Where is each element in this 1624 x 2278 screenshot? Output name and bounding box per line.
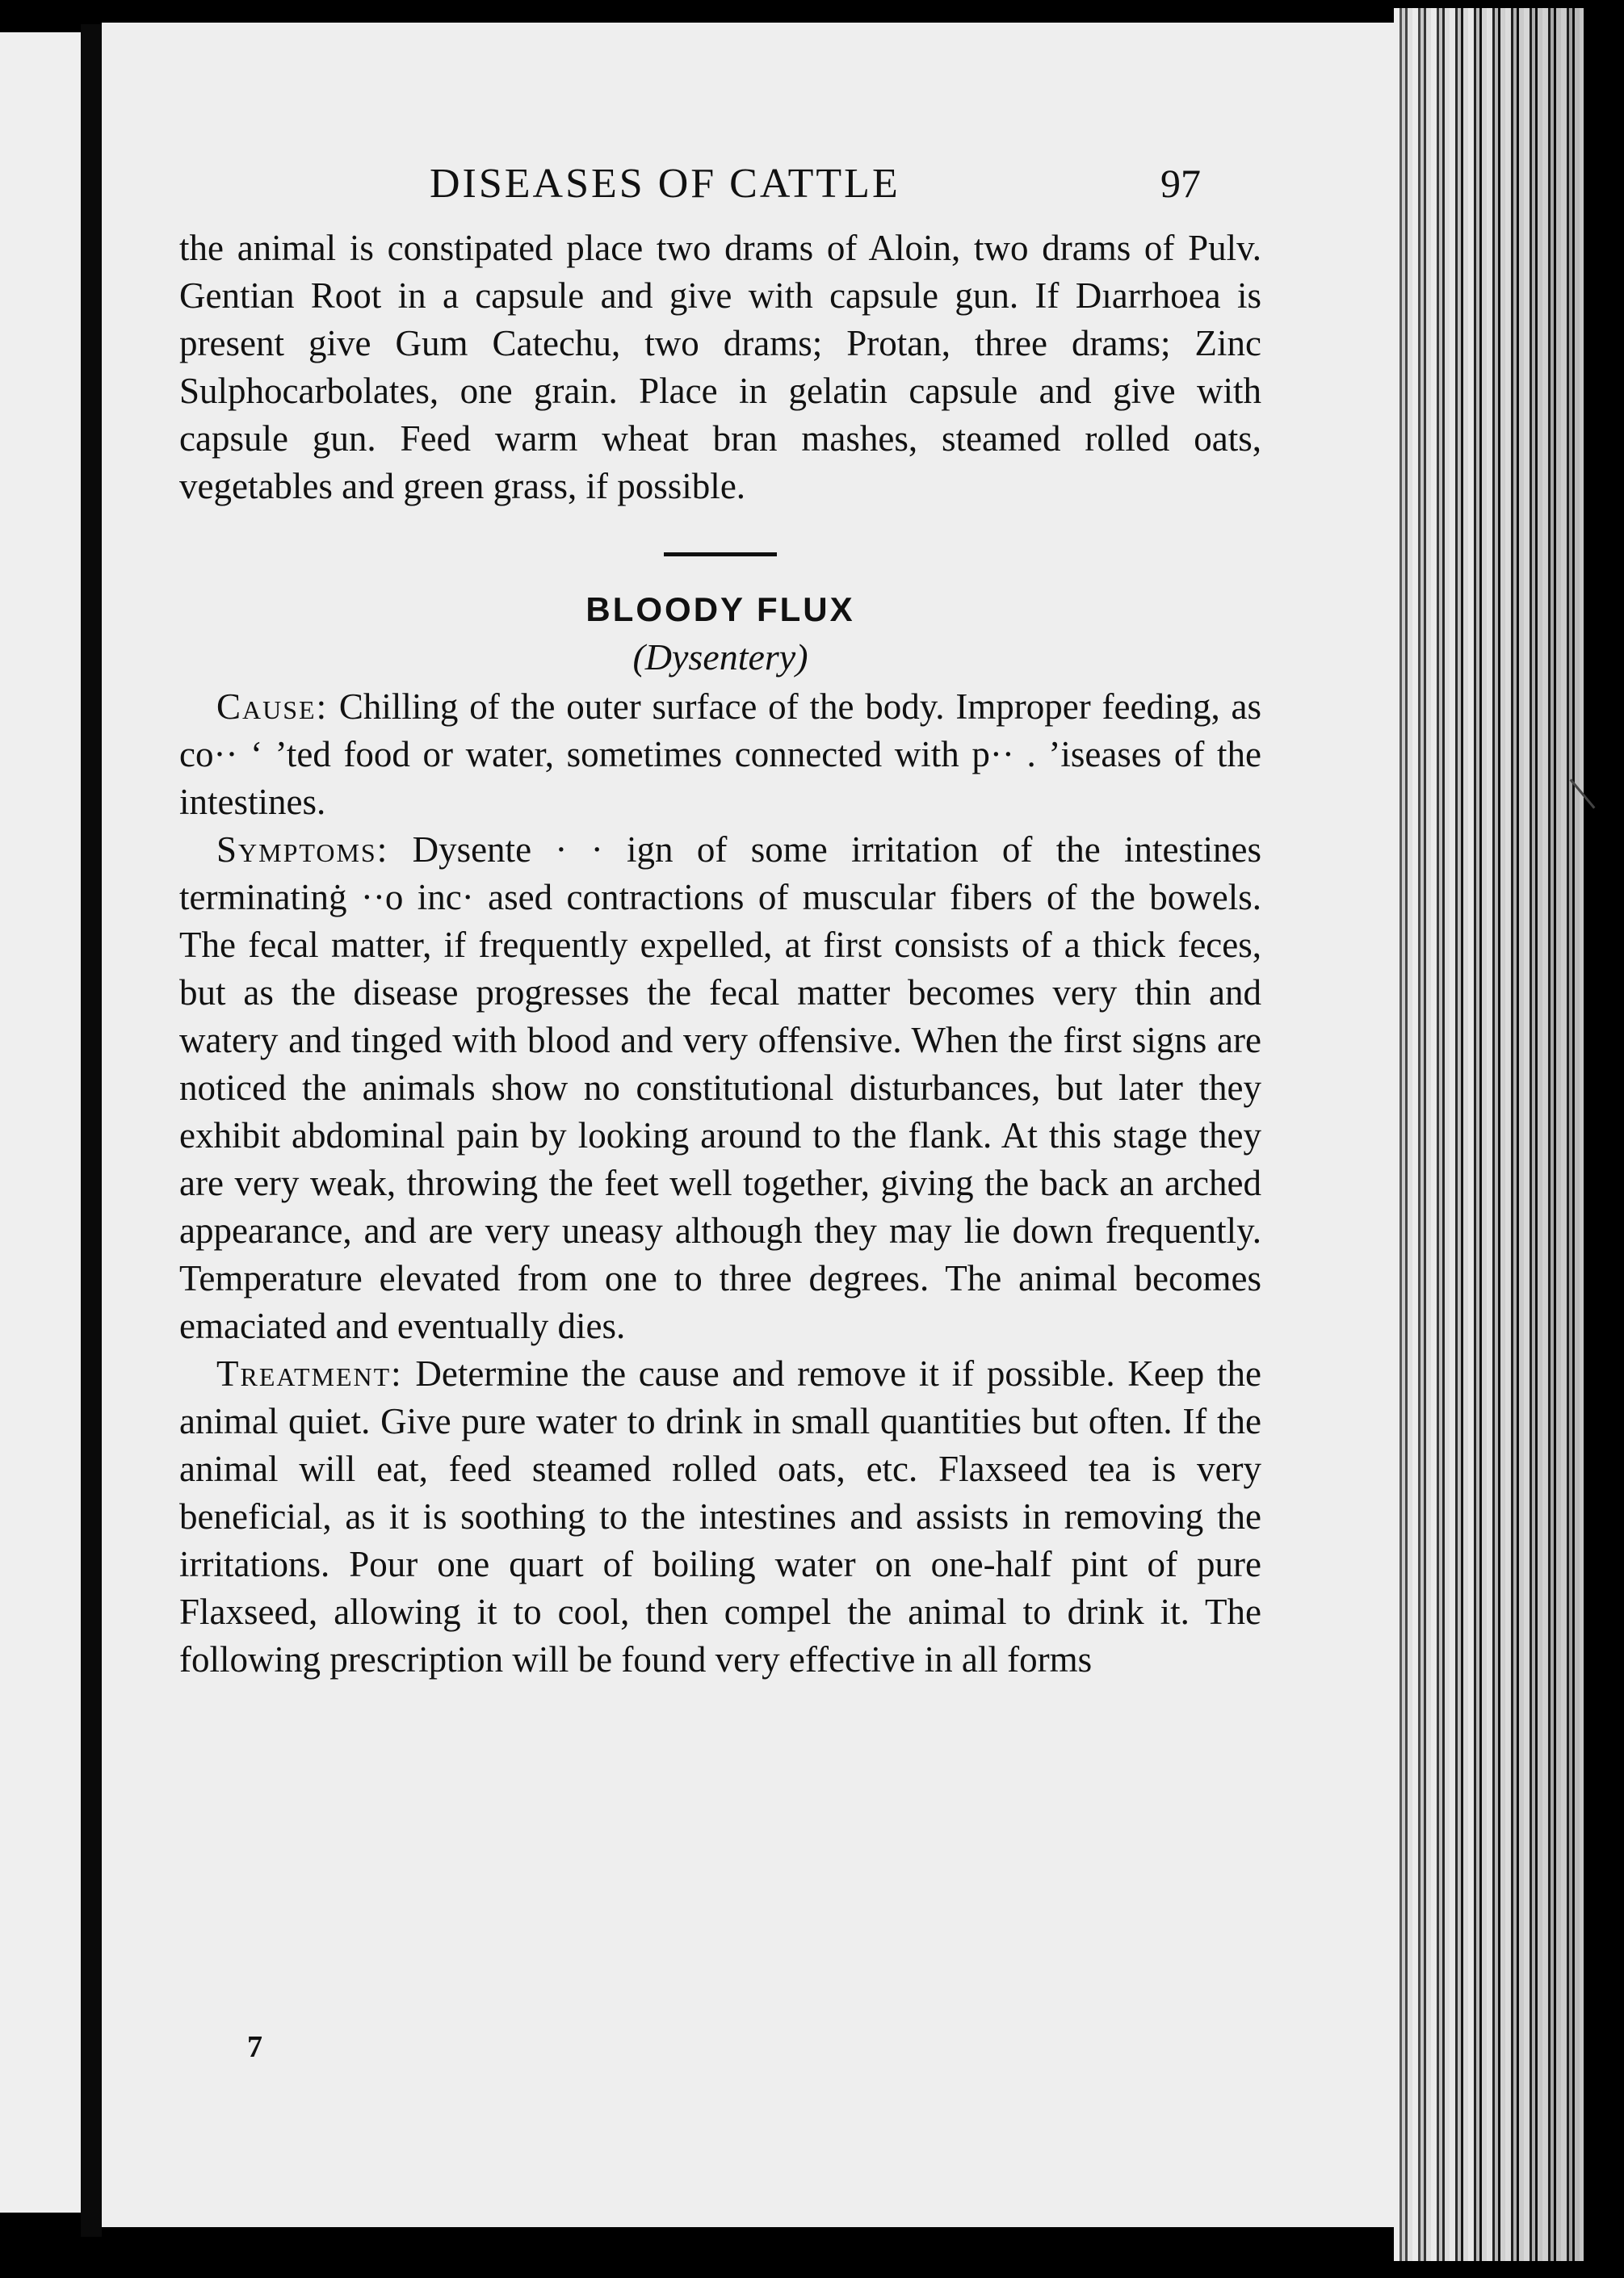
page-number: 97	[1160, 161, 1201, 206]
book-page	[102, 23, 1394, 2227]
page-edges-shading	[1394, 8, 1584, 2261]
adjacent-page-edge	[0, 32, 81, 2213]
opening-paragraph: the animal is constipated place two drams of Aloin, two drams of Pulv. Gentian Root in a capsule and give with capsule gun. If Dıarrhoea is present give Gum Catechu, two drams; Protan, three drams; Zinc Sulphocarbolates, one grain. Place in gelatin capsule and give with capsule gun. Feed warm wheat bran mashes, steamed rolled oats, vegetables and green grass, if possible.	[179, 228, 1261, 506]
section-title: BLOODY FLUX	[585, 590, 855, 628]
running-head-title: DISEASES OF CATTLE	[430, 161, 900, 207]
treatment-text: Determine the cause and remove it if possible. Keep the animal quiet. Give pure water to drink in small quantities but often. If the animal will eat, feed steamed rolled oats, etc. Flaxseed tea is very beneficial, as it is soothing to the intestines and assists in removing the irritations. Pour one quart of boiling water on one-half pint of pure Flaxseed, allowing it to cool, then compel the animal to drink it. The following prescription will be found very effective in all forms	[179, 1353, 1262, 1680]
symptoms-label: Symptoms:	[216, 829, 389, 870]
section-subtitle: (Dysentery)	[632, 636, 808, 678]
section-divider-rule	[664, 552, 777, 556]
running-head	[179, 160, 1261, 224]
page-text-block	[179, 160, 1261, 1684]
symptoms-paragraph	[179, 826, 1261, 1350]
cause-label: Cause:	[216, 686, 329, 727]
cause-paragraph	[179, 683, 1261, 826]
book-gutter	[81, 24, 102, 2237]
treatment-paragraph	[179, 1350, 1261, 1684]
printer-signature-mark: 7	[247, 2030, 262, 2064]
symptoms-text: Dysente · · ign of some irritation of the intestines terminatinġ ··o inc· ased contractions of muscular fibers of the bowels. The fecal matter, if frequently expelled, at first consists of a thick feces, but as the disease progresses the fecal matter becomes very thin and watery and tinged with blood and very offensive. When the first signs are noticed the animals show no constitutional disturbances, but later they exhibit abdominal pain by looking around to the flank. At this stage they are very weak, throwing the feet well together, giving the back an arched appearance, and are very uneasy although they may lie down frequently. Temperature elevated from one to three degrees. The animal becomes emaciated and eventually dies.	[179, 829, 1262, 1346]
cause-text: Chilling of the outer surface of the body. Improper feeding, as co·· ‘ ’ted food or water, sometimes connected with p·· . ’iseases of the intestines.	[179, 686, 1261, 822]
treatment-label: Treatment:	[216, 1353, 403, 1394]
